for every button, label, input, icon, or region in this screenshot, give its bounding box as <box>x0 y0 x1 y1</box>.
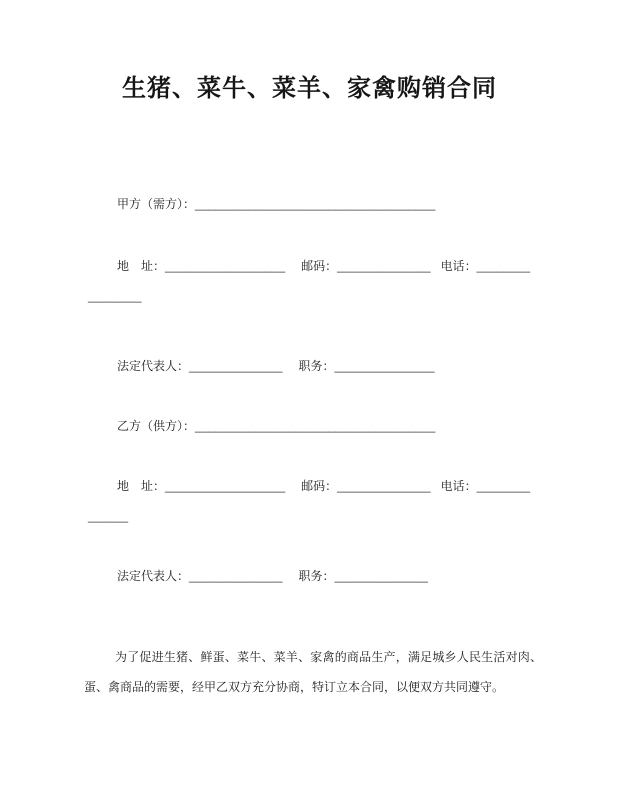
field-row-address-a <box>117 258 530 274</box>
field-row-address-b <box>117 478 530 494</box>
intro-paragraph: 为了促进生猪、鲜蛋、菜牛、菜羊、家禽的商品生产，满足城乡人民生活对肉、蛋、禽商品的需要，经甲乙双方充分协商，特订立本合同，以便双方共同遵守。 <box>84 650 542 694</box>
legal-rep-a-label: 法定代表人： <box>117 359 190 373</box>
position-a-label: 职务： <box>298 359 335 373</box>
position-b-blank-line: ______________ <box>334 569 428 583</box>
postcode-a-blank-line: ______________ <box>337 259 431 273</box>
postcode-b-blank-line: ______________ <box>337 479 431 493</box>
address-a-label: 地 址： <box>117 259 166 273</box>
field-row-party-b <box>117 418 435 434</box>
phone-b-blank-line: ________ <box>476 479 531 493</box>
legal-rep-a-blank-line: ______________ <box>189 359 283 373</box>
party-b-label: 乙方（供方）： <box>117 419 196 433</box>
postcode-a-label: 邮码： <box>301 259 338 273</box>
field-row-address-a-continuation <box>88 288 141 304</box>
field-row-party-a <box>117 196 435 212</box>
phone-a-blank-line-continuation: ________ <box>88 289 142 303</box>
legal-rep-b-label: 法定代表人： <box>117 569 190 583</box>
address-b-label: 地 址： <box>117 479 166 493</box>
field-row-address-b-continuation <box>88 508 128 524</box>
phone-a-blank-line: ________ <box>476 259 531 273</box>
party-a-blank-line: ____________________________________ <box>195 197 436 211</box>
position-a-blank-line: _______________ <box>334 359 435 373</box>
address-a-blank-line: __________________ <box>165 259 286 273</box>
phone-b-blank-line-continuation: ______ <box>88 509 129 523</box>
phone-a-label: 电话： <box>440 259 477 273</box>
field-row-legal-rep-a <box>117 358 435 374</box>
party-b-blank-line: ____________________________________ <box>195 419 436 433</box>
address-b-blank-line: __________________ <box>165 479 286 493</box>
field-row-legal-rep-b <box>117 568 428 584</box>
party-a-label: 甲方（需方）： <box>117 197 196 211</box>
contract-title: 生猪、菜牛、菜羊、家禽购销合同 <box>122 75 497 102</box>
position-b-label: 职务： <box>298 569 335 583</box>
postcode-b-label: 邮码： <box>301 479 338 493</box>
legal-rep-b-blank-line: ______________ <box>189 569 283 583</box>
phone-b-label: 电话： <box>440 479 477 493</box>
